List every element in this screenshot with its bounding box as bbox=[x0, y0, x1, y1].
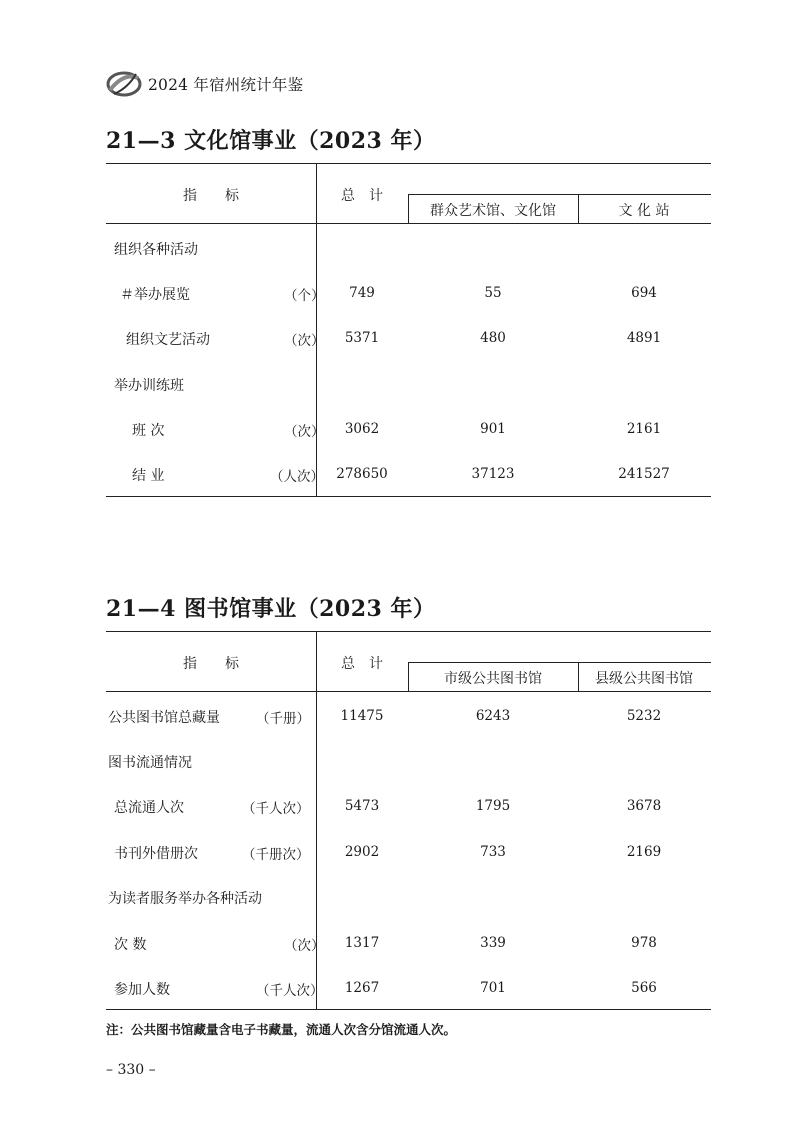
row-unit: （千册次） bbox=[242, 847, 310, 863]
row-unit: （次） bbox=[284, 333, 325, 349]
page-number: – 330 – bbox=[106, 1062, 156, 1078]
row-unit: （个） bbox=[284, 288, 325, 304]
value-a: 6243 bbox=[475, 708, 511, 724]
row-label: 总流通人次 bbox=[114, 800, 184, 816]
value-b: 241527 bbox=[618, 466, 670, 482]
header-mass-art-centers: 群众艺术馆、文化馆 bbox=[430, 203, 556, 219]
table-culture-centers bbox=[106, 163, 711, 499]
row-unit: （千人次） bbox=[256, 983, 324, 999]
header-culture-stations: 文 化 站 bbox=[618, 203, 670, 219]
table2-title: 21—4 图书馆事业（2023 年） bbox=[106, 596, 436, 622]
value-b: 5232 bbox=[626, 708, 662, 724]
value-a: 733 bbox=[480, 844, 506, 860]
page-header bbox=[106, 68, 303, 100]
value-a: 1795 bbox=[475, 798, 511, 814]
row-label: 结 业 bbox=[132, 468, 165, 484]
row-label: 公共图书馆总藏量 bbox=[108, 710, 220, 726]
value-total: 5371 bbox=[344, 330, 380, 346]
value-total: 11475 bbox=[340, 708, 384, 724]
table-note: 注：公共图书馆藏量含电子书藏量，流通人次含分馆流通人次。 bbox=[106, 1022, 457, 1037]
row-label: 举办训练班 bbox=[114, 378, 184, 394]
header-city-libraries: 市级公共图书馆 bbox=[444, 671, 542, 687]
header-total: 总 计 bbox=[341, 188, 383, 204]
value-a: 701 bbox=[480, 980, 506, 996]
value-total: 1267 bbox=[344, 980, 380, 996]
yearbook-logo-icon bbox=[106, 70, 142, 98]
value-a: 339 bbox=[480, 935, 506, 951]
value-total: 749 bbox=[349, 285, 375, 301]
row-label: 图书流通情况 bbox=[108, 755, 192, 771]
yearbook-title: 2024 年宿州统计年鉴 bbox=[148, 76, 304, 94]
value-a: 55 bbox=[484, 285, 502, 301]
row-label: 参加人数 bbox=[114, 982, 170, 998]
row-label: 班 次 bbox=[132, 423, 165, 439]
row-label: 书刊外借册次 bbox=[114, 846, 198, 862]
header-county-libraries: 县级公共图书馆 bbox=[595, 671, 693, 687]
header-total: 总 计 bbox=[341, 656, 383, 672]
value-b: 4891 bbox=[626, 330, 662, 346]
row-unit: （千人次） bbox=[242, 801, 310, 817]
value-b: 694 bbox=[631, 285, 657, 301]
value-a: 901 bbox=[480, 421, 506, 437]
row-unit: （次） bbox=[284, 938, 325, 954]
value-b: 2169 bbox=[626, 844, 662, 860]
row-label: ＃举办展览 bbox=[120, 287, 190, 303]
table1-title: 21—3 文化馆事业（2023 年） bbox=[106, 128, 436, 154]
header-indicator: 指 标 bbox=[183, 188, 239, 204]
row-label: 次 数 bbox=[114, 937, 147, 953]
value-b: 3678 bbox=[626, 798, 662, 814]
row-label: 为读者服务举办各种活动 bbox=[108, 891, 262, 907]
value-total: 2902 bbox=[344, 844, 380, 860]
value-total: 1317 bbox=[344, 935, 380, 951]
value-total: 278650 bbox=[336, 466, 388, 482]
row-unit: （千册） bbox=[256, 711, 310, 727]
value-b: 2161 bbox=[626, 421, 662, 437]
value-total: 5473 bbox=[344, 798, 380, 814]
value-b: 566 bbox=[631, 980, 657, 996]
value-a: 37123 bbox=[471, 466, 515, 482]
row-label: 组织各种活动 bbox=[114, 242, 198, 258]
row-label: 组织文艺活动 bbox=[126, 332, 210, 348]
value-total: 3062 bbox=[344, 421, 380, 437]
table-libraries bbox=[106, 631, 711, 1013]
row-unit: （次） bbox=[284, 424, 325, 440]
row-unit: （人次） bbox=[270, 469, 324, 485]
value-b: 978 bbox=[631, 935, 657, 951]
value-a: 480 bbox=[480, 330, 506, 346]
header-indicator: 指 标 bbox=[183, 656, 239, 672]
